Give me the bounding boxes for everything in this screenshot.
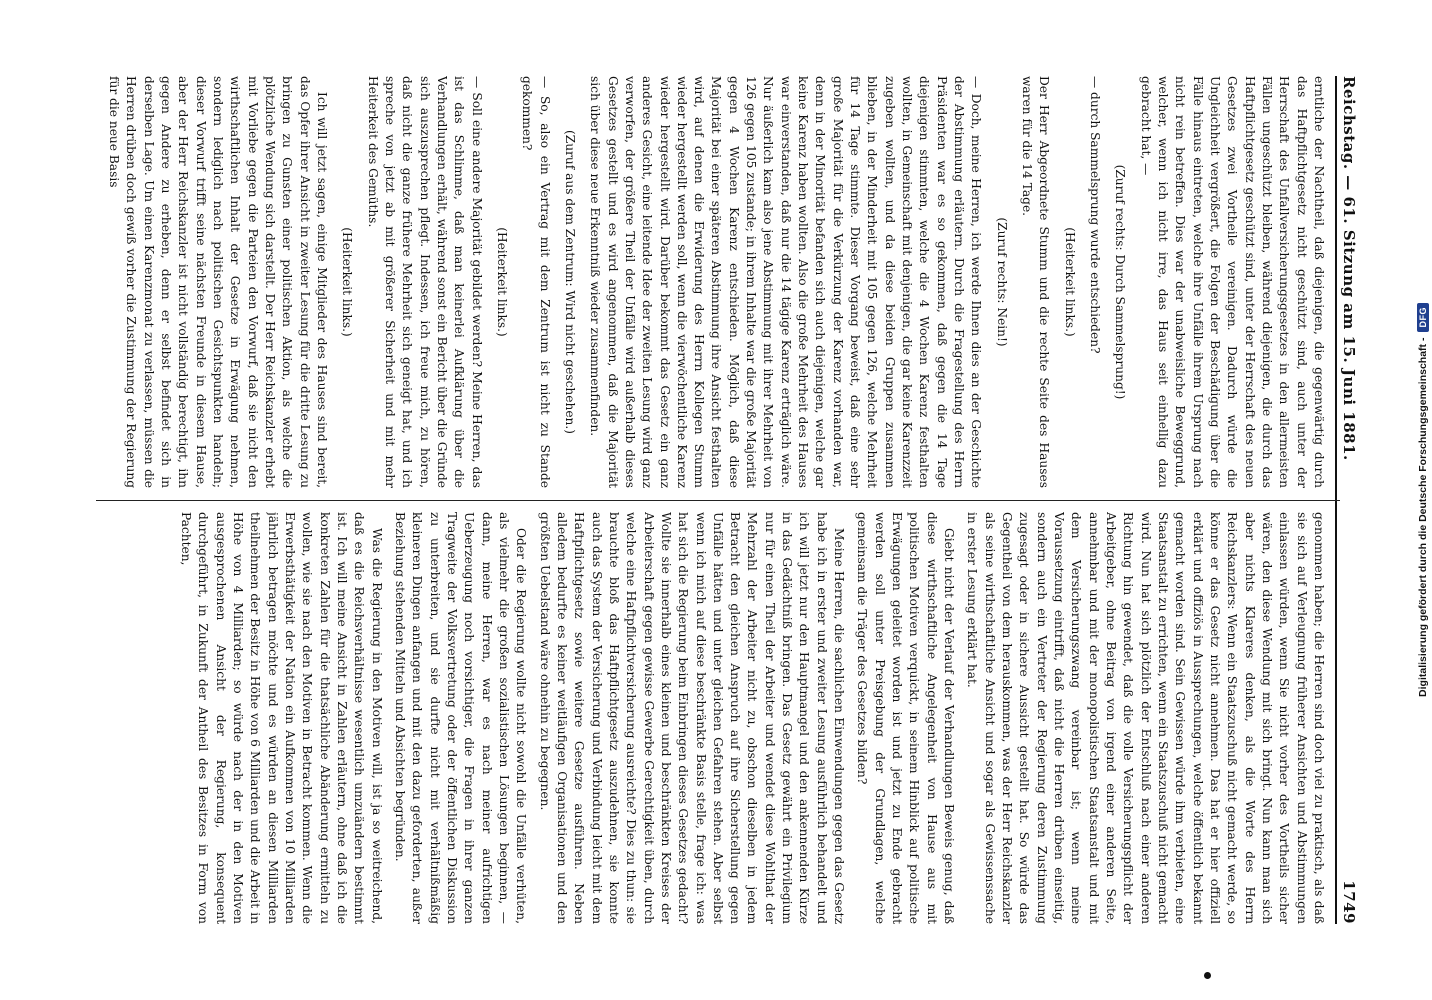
paragraph: Meine Herren, die sachlichen Einwendungen gegen das Gesetz habe ich in erster und zweiter Lesung ausführlich behandelt und ich will jetzt nur den Hauptmangel und den ankennenden Kürze in das Gedächtniß bringen. Das Gesetz gewährt ein Privilegium nur für einen Theil der Arbeiter und wendet diese Wohlthat der Mehrzahl der Arbeiter nicht zu, obschon dieselben in jedem Betracht den gleichen Anspruch auf ihre Sicherstellung gegen Unfälle hätten und unter gleichen Gefahren stehen. Aber selbst wenn ich mich auf diese beschränkte Basis stelle, frage ich: was hat sich die Regierung beim Einbringen dieses Gesetzes gedacht? Wollte sie innerhalb eines kleinen und beschränkten Kreises der Arbeiterschaft gegen gewisse Gewerbe Gerechtigkeit üben, durch welche eine Haftpflichtversicherung ausreichte? Dies zu thun: sie brauchte bloß das Haftpflichtgesetz auszudehnen, sie konnte auch das System der Versicherung und Verbindung leicht mit dem Haftpflichtgesetz sowie weitere Gesetze ausführen. Neben alledem bedurfte es keiner weitläufigen Organisationen und den größten Uebelstand wäre ohnehin zu begegnen. <box>537 512 847 924</box>
interjection: (Heiterkeit links.) <box>494 227 509 337</box>
rotated-document-page <box>56 30 1376 970</box>
paragraph: — durch Sammelsprung wurde entschieden? <box>1088 76 1103 354</box>
paragraph: genommen haben; die Herren sind doch viel zu praktisch, als daß sie sich auf Verleugnung früherer Ansichten und Abstimmungen einlassen würden, wenn Sie nicht vorher des Vortheils sicher wären, den diese Wendung mit sich bringt. Nun kann man sich aber nichts Klareres denken, als die Worte des Herrn Reichskanzlers: Wenn ein Staatszuschuß nicht gemacht werde, so könne er das Gesetz nicht annehmen. Das hat er hier offiziell erklärt und offiziös in Aussprechungen, welche öffentlich bekannt gemacht worden sind. Sein Gewissen würde ihm verbieten, eine Staatsanstalt zu errichten, wenn ein Staatszuschuß nicht gemacht wird. Nun hat sich plötzlich der Entschluß nach einer anderen Richtung hin gewendet, daß die volle Versicherungspflicht der Arbeitgeber, ohne Beitrag von irgend einer anderen Seite, annehmbar und mit der monopolistischen Staatsanstalt und mit dem Versicherungszwang vereinbar ist; wenn meine Voraussetzung eintrifft, daß nicht die Herren drüben einseitig, sondern auch ein Vertreter der Regierung deren Zustimmung zugesagt oder in sichere Aussicht gestellt hat. So würde das Gegentheil von dem herauskommen, was der Herr Reichskanzler als seine wirthschaftliche Ansicht und sogar als Gewissenssache in erster Lesung erklärt hat. <box>965 512 1326 924</box>
right-column <box>102 512 1327 924</box>
paragraph: Giebt nicht der Verlauf der Verhandlungen Beweis genug, daß diese wirthschaftliche Angelegenheit von Hause aus mit politischen Motiven verquickt, in seinem Hinblick auf politische Erwägungen geleitet worden ist und jetzt zu Ende gebracht werden soll unter Preisgebung der Grundlagen, welche gemeinsam die Träger des Gesetzes bilden? <box>855 512 957 924</box>
paragraph: Was die Regierung in den Motiven will, ist ja so weitreichend, daß es die Reichsverhältnisse wesentlich umzuändern bestimmt ist. Ich will meine Ansicht in Zahlen erläutern, ohne daß ich die konkreten Zahlen für die thatsächliche Abänderung ermitteln zu wollen, wie sie nach den Motiven in Betracht kommen. Wenn die Erwerbsthätigkeit der Nation ein Aufkommen von 10 Milliarden jährlich betragen möchte und es würden an diesen Milliarden theilnehmen der Besitz in Höhe von 6 Milliarden und die Arbeit in Höhe von 4 Milliarden; so würde nach der in den Motiven ausgesprochenen Ansicht der Regierung, konsequent durchgeführt, in Zukunft der Antheil des Besitzes in Form von Pachten, <box>179 512 384 924</box>
page-title: Reichstag. — 61. Sitzung am 15. Juni 1881. <box>1340 76 1358 461</box>
page-number: 1749 <box>1340 880 1358 924</box>
left-column <box>102 76 1327 488</box>
column-divider <box>96 500 1340 501</box>
paragraph: Oder die Regierung wollte nicht sowohl die Unfälle verhüten, als vielmehr die großen sozialistischen Lösungen beginnen, — dann, meine Herren, war es nach meiner aufrichtigen Ueberzeugung noch vorsichtiger, die Fragen in ihrer ganzen Tragweite der Volksvertretung oder der öffentlichen Diskussion zu unterbreiten, und sie durfte nicht mit verhältnißmäßig kleineren Dingen anfangen und mit den dazu geforderten, außer Beziehung stehenden Mitteln und Absichten begründen. <box>392 512 529 924</box>
interjection: (Zuruf rechts: Durch Sammelsprung!) <box>1113 164 1128 400</box>
paragraph: — So, also ein Vertrag mit dem Zentrum ist nicht zu Stande gekommen? <box>520 76 552 488</box>
paragraph: Der Herr Abgeordnete Stumm und die rechte Seite des Hauses waren für die 14 Tage. <box>1020 76 1052 488</box>
paragraph: erntliche der Nachtheil, daß diejenigen, die gegenwärtig durch das Haftpflichtgesetz nicht geschützt sind, auch unter der Herrschaft des Unfallversicherungsgesetzes in den allermeisten Fällen ungeschützt bleiben, während diejenigen, die durch das Haftpflichtgesetz geschützt sind, unter der Herrschaft des neuen Gesetzes zwei Vortheile vereinigen. Dadurch würde die Ungleichheit vergrößert, die Folgen der Beschädigung über die Fälle hinaus eintreten, welche ihre Unfälle ihrem Ursprung nach nicht rein betreffen. Dies war der unabweisliche Beweggrund, welcher, wenn ich nicht irre, das Haus seit einhellig dazu gebracht hat, — <box>1138 76 1326 488</box>
interjection: (Heiterkeit links.) <box>340 227 355 337</box>
ink-smudge <box>1204 972 1211 979</box>
paragraph: — Soll eine andere Majorität gebildet werden? Meine Herren, das ist das Schlimme, daß man keinerlei Aufklärung über die Verhandlungen erhält, während sonst ein Bericht über die Gründe sich auszusprechen pflegt. Indessen, ich freue mich, zu hören, daß nicht die ganze frühere Mehrheit sich geneigt hat, und ich spreche von jetzt ab mit größerer Sicherheit und mit mehr Heiterkeit des Gemüths. <box>365 76 484 488</box>
interjection: (Heiterkeit links.) <box>1062 227 1077 337</box>
paragraph: Ich will jetzt sagen, einige Mitglieder des Hauses sind bereit, das Opfer ihrer Ansicht in zweiter Lesung für die dritte Lesung zu bringen zu Gunsten einer politischen Aktion, als welche die plötzliche Wendung sich darstellt. Der Herr Reichskanzler erhebt mit Vorliebe gegen die Parteien den Vorwurf, daß sie nicht den wirthschaftlichen Inhalt der Gesetze in Erwägung nehmen, sondern lediglich nach politischen Gesichtspunkten handeln; dieser Vorwurf trifft seine nächsten Freunde in diesem Hause, aber der Herr Reichskanzler ist nicht vollständig berechtigt, ihn gegen Andere zu erheben, denn er selbst befindet sich in derselben Lage. Um einen Karenzmonat zu verlassen, müssen die Herren drüben doch gewiß vorher die Zustimmung der Regierung für die neue Basis <box>107 76 329 488</box>
interjection: (Zuruf rechts: Nein!) <box>994 217 1009 347</box>
paragraph: — Doch, meine Herren, ich werde Ihnen dies an der Geschichte der Abstimmung erläutern. Durch die Fragestellung des Herrn Präsidenten war es so gekommen, daß gegen die 14 Tage diejenigen stimmten, welche die 4 Wochen Karenz festhalten wollten, in Gemeinschaft mit denjenigen, die gar keine Karenzzeit zugeben wollten, und da diese beiden Gruppen zusammen blieben, in der Minderheit mit 105 gegen 126, welche Mehrheit für 14 Tage stimmte. Dieser Vorgang beweist, daß eine sehr große Majorität für die Verkürzung der Karenz vorhanden war, denn in der Minorität befanden sich auch diejenigen, welche gar keine Karenz haben wollten. Also die große Mehrheit des Hauses war einverstanden, daß nur die 14 tägige Karenz erträglich wäre. Nur äußerlich kam also jene Abstimmung mit ihrer Mehrheit von 126 gegen 105 zustande; in ihrem Inhalte war die große Majorität gegen 4 Wochen Karenz entschieden. Möglich, daß diese Majorität bei einer späteren Abstimmung ihre Ansicht festhalten wird, auf denen die Erwiderung des Herrn Kollegen Stumm wieder hergestellt werden soll, wenn die vierwöchentliche Karenz wieder hergestellt wird. Darüber bekommt das Gesetz ein ganz anderes Gesicht, eine leitende Idee der zweiten Lesung wird ganz verworfen, der größere Theil der Unfälle wird außerhalb dieses Gesetzes gestellt und es wird angenommen, daß die Majorität sich über diese neue Erkenntniß wieder zusammenfinden. <box>588 76 984 488</box>
digitization-credit <box>1417 303 1429 697</box>
credit-text: Digitalisierung gefördert durch die Deutsche Forschungsgemeinschaft - <box>1417 337 1429 697</box>
dfg-logo: DFG <box>1417 303 1429 332</box>
interjection: (Zuruf aus dem Zentrum: Wird nicht geschehen.) <box>562 129 577 435</box>
